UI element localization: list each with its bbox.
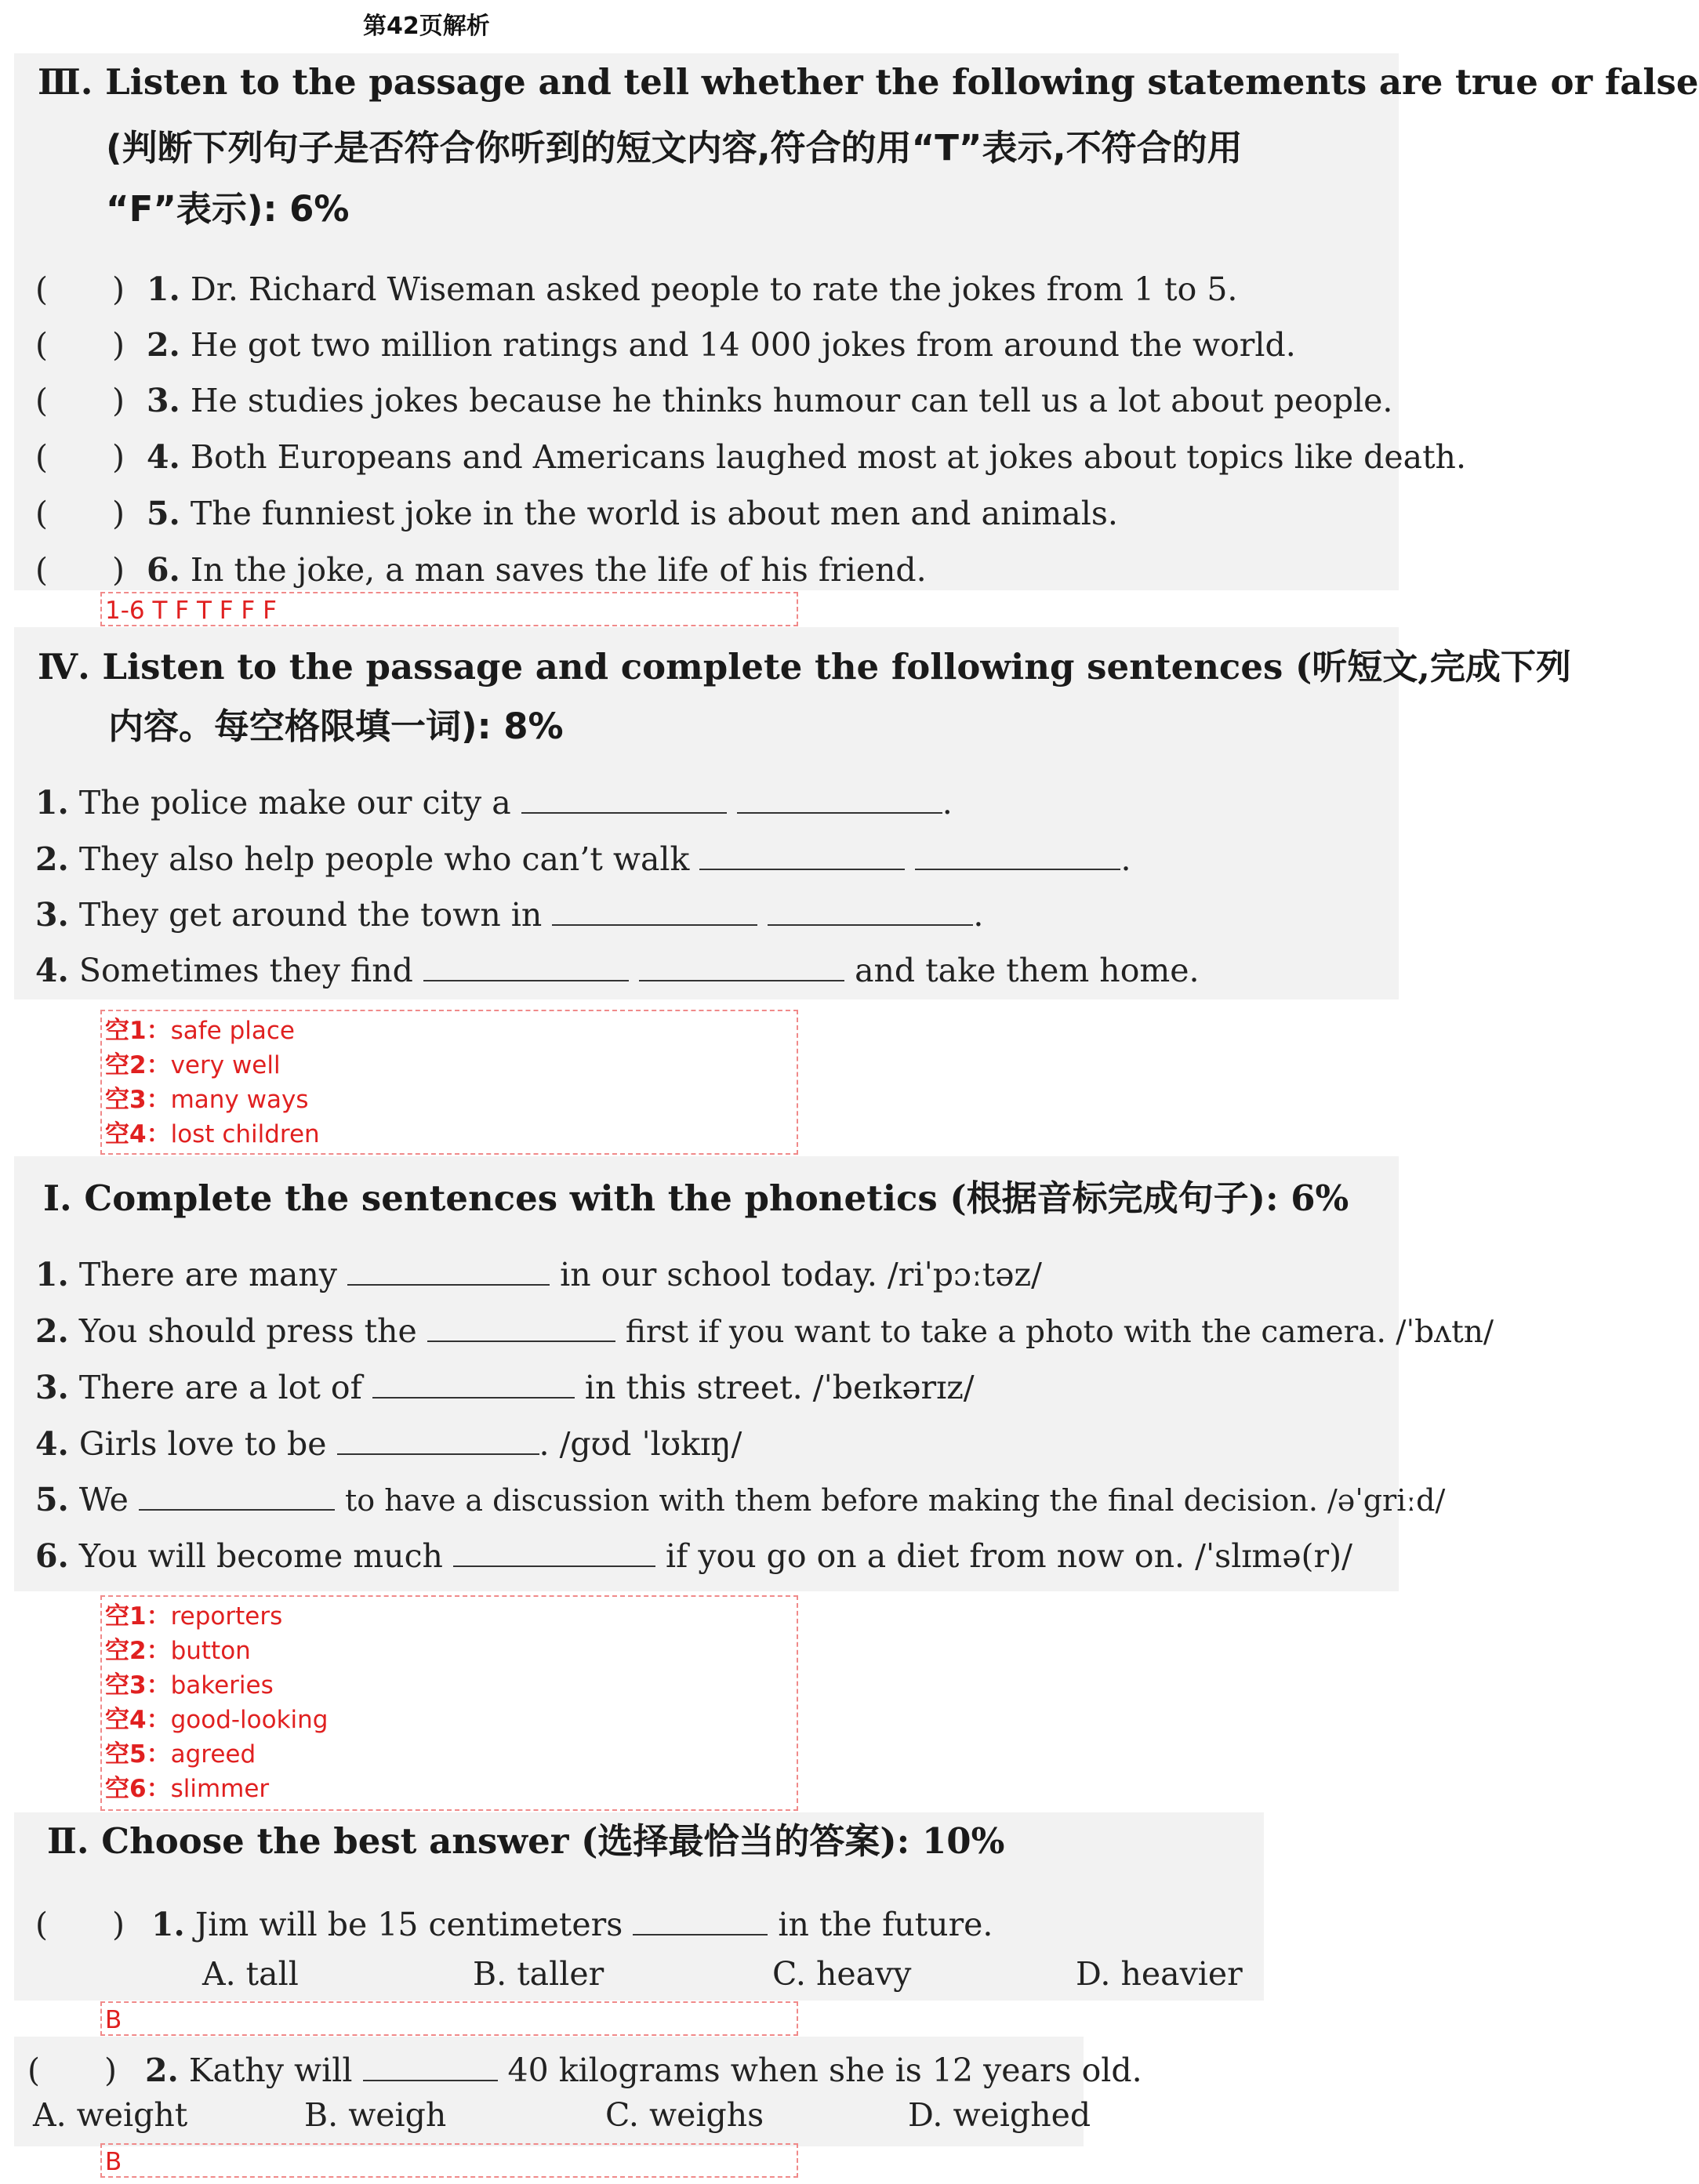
answer-paren: ( ) xyxy=(35,326,125,364)
s1-answer-box xyxy=(100,1595,798,1811)
answer-line xyxy=(105,1737,793,1772)
s3-question-4 xyxy=(35,431,1466,477)
answer-blank xyxy=(423,953,629,981)
answer-paren: ( ) xyxy=(35,1906,125,1943)
question-number: 3. xyxy=(35,896,69,934)
question-number: 6. xyxy=(35,1537,69,1575)
section-1-heading: Ⅰ. Complete the sentences with the phonetics (根据音标完成句子): 6% xyxy=(43,1177,1349,1219)
answer-key: 空1： xyxy=(105,1017,171,1045)
s3-question-1 xyxy=(35,263,1237,310)
answer-blank xyxy=(737,785,942,814)
answer-paren: ( ) xyxy=(35,270,125,308)
answer-value: good-looking xyxy=(170,1706,329,1734)
answer-value: slimmer xyxy=(170,1775,270,1803)
answer-blank xyxy=(372,1370,575,1399)
question-number: 1. xyxy=(147,270,180,308)
question-text: We xyxy=(78,1481,129,1518)
answer-key: 空2： xyxy=(105,1637,171,1665)
answer-line xyxy=(105,1703,793,1737)
answer-blank xyxy=(699,842,905,870)
s1-question-1 xyxy=(35,1256,1042,1293)
answer-blank xyxy=(768,898,973,926)
s2-question-1 xyxy=(35,1899,993,1945)
answer-value: agreed xyxy=(170,1740,256,1769)
question-text: Kathy will xyxy=(188,2052,353,2089)
question-text: In the joke, a man saves the life of his friend. xyxy=(190,551,927,589)
answer-value: many ways xyxy=(170,1086,309,1114)
answer-value: button xyxy=(170,1637,251,1665)
question-number: 5. xyxy=(147,495,180,532)
question-number: 1. xyxy=(35,784,69,822)
answer-line xyxy=(105,1772,793,1806)
question-text: You should press the xyxy=(78,1312,417,1350)
question-text-end: in the future. xyxy=(778,1906,993,1943)
s3-answer-box xyxy=(100,592,798,626)
question-text: The funniest joke in the world is about men and animals. xyxy=(190,495,1118,532)
s2-q1-option-b: B. taller xyxy=(473,1955,604,1993)
question-text-end: . xyxy=(973,896,984,934)
answer-paren: ( ) xyxy=(27,2052,117,2089)
s2-q2-option-c: C. weighs xyxy=(605,2096,764,2134)
question-text-end: and take them home. xyxy=(855,952,1200,989)
question-text-end: in this street. /ˈbeɪkərɪz/ xyxy=(584,1369,975,1406)
s2-q2-option-b: B. weigh xyxy=(304,2096,447,2134)
s1-question-3 xyxy=(35,1369,975,1406)
answer-blank xyxy=(363,2053,498,2081)
answer-value: bakeries xyxy=(170,1671,274,1700)
question-text: There are many xyxy=(78,1256,338,1293)
question-text: There are a lot of xyxy=(78,1369,362,1406)
answer-blank xyxy=(453,1539,655,1567)
question-text-end: first if you want to take a photo with the camera. /ˈbʌtn/ xyxy=(625,1315,1494,1350)
answer-paren: ( ) xyxy=(35,551,125,589)
question-text: They get around the town in xyxy=(78,896,543,934)
answer-key: 空2： xyxy=(105,1051,171,1079)
question-number: 2. xyxy=(145,2052,179,2089)
answer-blank xyxy=(633,1907,768,1935)
answer-blank xyxy=(337,1427,539,1455)
section-2-heading: Ⅱ. Choose the best answer (选择最恰当的答案): 10% xyxy=(47,1820,1005,1862)
question-text-end: 40 kilograms when she is 12 years old. xyxy=(507,2052,1142,2089)
answer-key: 空1： xyxy=(105,1602,171,1631)
answer-key: 空4： xyxy=(105,1120,171,1148)
answer-paren: ( ) xyxy=(35,495,125,532)
s2-q2-answer-box xyxy=(100,2143,798,2178)
question-text: Girls love to be xyxy=(78,1425,327,1463)
question-text: The police make our city a xyxy=(78,784,511,822)
answer-line xyxy=(105,1668,793,1703)
s3-question-2 xyxy=(35,319,1296,365)
question-number: 3. xyxy=(147,382,180,419)
answer-line xyxy=(105,1014,793,1048)
section-3-heading-line3: “F”表示): 6% xyxy=(106,188,350,230)
answer-value: very well xyxy=(170,1051,281,1079)
question-text: He studies jokes because he thinks humour can tell us a lot about people. xyxy=(190,382,1393,419)
section-4-heading-line2: 内容。每空格限填一词): 8% xyxy=(108,706,564,747)
question-text-end: to have a discussion with them before making the final decision. /əˈgriːd/ xyxy=(345,1483,1446,1518)
question-text: He got two million ratings and 14 000 jokes from around the world. xyxy=(190,326,1296,364)
s2-q2-answer-text: B xyxy=(105,2148,122,2176)
answer-value: reporters xyxy=(170,1602,283,1631)
question-text-end: . /gʊd ˈlʊkɪŋ/ xyxy=(539,1425,742,1463)
question-text-end: . xyxy=(1120,840,1131,878)
s1-question-2 xyxy=(35,1312,1494,1350)
answer-blank xyxy=(639,953,844,981)
section-3-heading-line1: Ⅲ. Listen to the passage and tell whether the following statements are true or false xyxy=(38,61,1699,103)
s2-q1-option-d: D. heavier xyxy=(1076,1955,1243,1993)
question-text: Both Europeans and Americans laughed most at jokes about topics like death. xyxy=(190,438,1466,476)
answer-blank xyxy=(521,785,727,814)
question-number: 2. xyxy=(35,840,69,878)
s2-q2-option-d: D. weighed xyxy=(908,2096,1091,2134)
answer-blank xyxy=(427,1314,615,1342)
question-number: 6. xyxy=(147,551,180,589)
question-text-end: if you go on a diet from now on. /ˈslɪmə(r)/ xyxy=(666,1537,1352,1575)
answer-blank xyxy=(915,842,1120,870)
s1-question-5 xyxy=(35,1481,1445,1518)
s3-answer-text: 1-6 T F T F F F xyxy=(105,597,277,625)
question-number: 4. xyxy=(35,952,69,989)
question-text: Jim will be 15 centimeters xyxy=(194,1906,623,1943)
question-number: 4. xyxy=(147,438,180,476)
answer-line xyxy=(105,1048,793,1083)
answer-blank xyxy=(139,1482,335,1511)
question-text: Dr. Richard Wiseman asked people to rate the jokes from 1 to 5. xyxy=(190,270,1238,308)
answer-paren: ( ) xyxy=(35,382,125,419)
question-number: 5. xyxy=(35,1481,69,1518)
question-text: They also help people who can’t walk xyxy=(78,840,690,878)
question-text-end: . xyxy=(942,784,953,822)
answer-key: 空3： xyxy=(105,1671,171,1700)
question-text: Sometimes they find xyxy=(78,952,413,989)
question-number: 3. xyxy=(35,1369,69,1406)
answer-blank xyxy=(347,1257,550,1286)
answer-line xyxy=(105,1117,793,1152)
question-number: 1. xyxy=(35,1256,69,1293)
section-3-heading-line2: (判断下列句子是否符合你听到的短文内容,符合的用“T”表示,不符合的用 xyxy=(106,127,1243,169)
answer-key: 空6： xyxy=(105,1775,171,1803)
answer-key: 空3： xyxy=(105,1086,171,1114)
question-number: 2. xyxy=(147,326,180,364)
s4-question-4 xyxy=(35,952,1200,989)
question-text: You will become much xyxy=(78,1537,443,1575)
s2-q2-option-a: A. weight xyxy=(33,2096,188,2134)
s4-question-3 xyxy=(35,896,983,934)
answer-line xyxy=(105,1634,793,1668)
s4-question-2 xyxy=(35,840,1131,878)
answer-value: lost children xyxy=(170,1120,320,1148)
s2-q1-answer-box xyxy=(100,2001,798,2036)
question-text-end: in our school today. /riˈpɔːtəz/ xyxy=(560,1256,1042,1293)
s1-question-6 xyxy=(35,1537,1352,1575)
page-title: 第42页解析 xyxy=(363,13,490,40)
s2-question-2 xyxy=(27,2044,1142,2091)
answer-value: safe place xyxy=(170,1017,295,1045)
answer-line xyxy=(105,1083,793,1117)
answer-key: 空4： xyxy=(105,1706,171,1734)
question-number: 1. xyxy=(151,1906,185,1943)
s4-answer-box xyxy=(100,1010,798,1155)
s2-q1-option-c: C. heavy xyxy=(772,1955,912,1993)
answer-key: 空5： xyxy=(105,1740,171,1769)
question-number: 4. xyxy=(35,1425,69,1463)
s3-question-3 xyxy=(35,375,1392,421)
s3-question-6 xyxy=(35,544,927,590)
answer-paren: ( ) xyxy=(35,438,125,476)
s2-q1-option-a: A. tall xyxy=(202,1955,299,1993)
section-4-heading-line1: Ⅳ. Listen to the passage and complete the following sentences (听短文,完成下列 xyxy=(38,646,1571,687)
question-number: 2. xyxy=(35,1312,69,1350)
s4-question-1 xyxy=(35,784,953,822)
answer-blank xyxy=(552,898,757,926)
s1-question-4 xyxy=(35,1425,742,1463)
answer-line xyxy=(105,1599,793,1634)
s3-question-5 xyxy=(35,488,1118,534)
s2-q1-answer-text: B xyxy=(105,2006,122,2034)
